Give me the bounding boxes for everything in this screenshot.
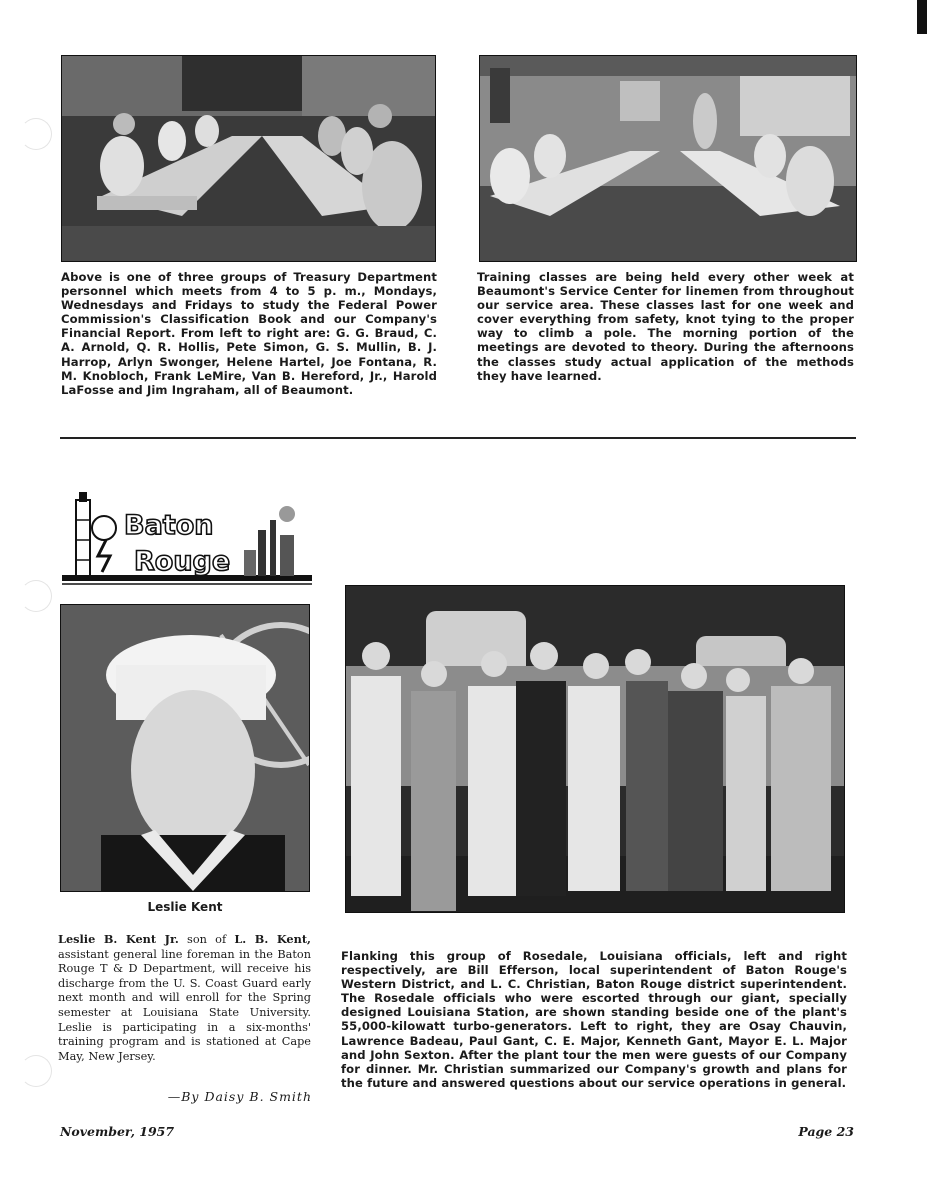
punch-hole bbox=[20, 580, 52, 612]
kent-name: Leslie B. Kent Jr. bbox=[58, 932, 179, 946]
baton-rouge-logo-art bbox=[62, 490, 312, 590]
leslie-kent-image bbox=[61, 605, 309, 891]
treasury-meeting-photo bbox=[61, 55, 436, 262]
rosedale-caption: Flanking this group of Rosedale, Louisiana officials, left and right respectively, are Bill Efferson, local superintendent of Baton Rouge's Western District, and L. C. Christian, Baton Rouge district superintendent. The Rosedale officials who were escorted through our giant, specially designed Louisiana Station, are shown standing beside one of the plant's 55,000-kilowatt turbo-generators. Left to right, they are Osay Chauvin, Lawrence Badeau, Paul Gant, C. E. Major, Kenneth Gant, Mayor E. L. Major and John Sexton. After the plant tour the men were guests of our Company for dinner. Mr. Christian summarized our Company's growth and plans for the future and answered questions about our service operations in general. bbox=[341, 949, 847, 1090]
rosedale-officials-image bbox=[346, 586, 844, 912]
training-class-photo bbox=[479, 55, 857, 262]
kent-story-body: assistant general line foreman in the Baton Rouge T & D Department, will receive his discharge from the U. S. Coast Guard early next month and will enroll for the Spring semester at Louisiana State University. Leslie is participating in a six-months' training program and is stationed at Cape May, New Jersey. bbox=[58, 947, 311, 1063]
footer-page-number: Page 23 bbox=[798, 1124, 854, 1139]
logo-line1: Baton bbox=[124, 510, 214, 541]
leslie-kent-label: Leslie Kent bbox=[147, 900, 223, 914]
kent-father: L. B. Kent, bbox=[234, 932, 311, 946]
footer-date: November, 1957 bbox=[60, 1124, 175, 1139]
training-caption: Training classes are being held every other week at Beaumont's Service Center for linemen from throughout our service area. These classes last for one week and cover everything from safety, knot tying to the proper way to climb a pole. The morning portion of the meetings are devoted to theory. During the afternoons the classes study actual application of the methods they have learned. bbox=[477, 270, 854, 383]
page-corner-mark bbox=[917, 0, 927, 34]
logo-line2: Rouge bbox=[134, 546, 231, 577]
punch-hole bbox=[20, 1055, 52, 1087]
rosedale-officials-photo bbox=[345, 585, 845, 913]
treasury-meeting-image bbox=[62, 56, 435, 261]
section-divider bbox=[60, 437, 856, 439]
logo-text bbox=[124, 510, 230, 577]
kent-son-of: son of bbox=[178, 933, 235, 946]
leslie-kent-photo bbox=[60, 604, 310, 892]
training-class-image bbox=[480, 56, 856, 261]
kent-story bbox=[58, 932, 311, 1064]
baton-rouge-logo bbox=[62, 490, 312, 590]
punch-hole bbox=[20, 118, 52, 150]
byline: —By Daisy B. Smith bbox=[167, 1089, 312, 1104]
treasury-caption: Above is one of three groups of Treasury Department personnel which meets from 4 to 5 p. m., Mondays, Wednesdays and Fridays to study the Federal Power Commission's Classification Book and our Company's Financial Report. From left to right are: G. G. Braud, C. A. Arnold, Q. R. Hollis, Pete Simon, G. S. Mullin, B. J. Harrop, Arlyn Swonger, Helene Hartel, Joe Fontana, R. M. Knobloch, Frank LeMire, Van B. Hereford, Jr., Harold LaFosse and Jim Ingraham, all of Beaumont. bbox=[61, 270, 437, 397]
